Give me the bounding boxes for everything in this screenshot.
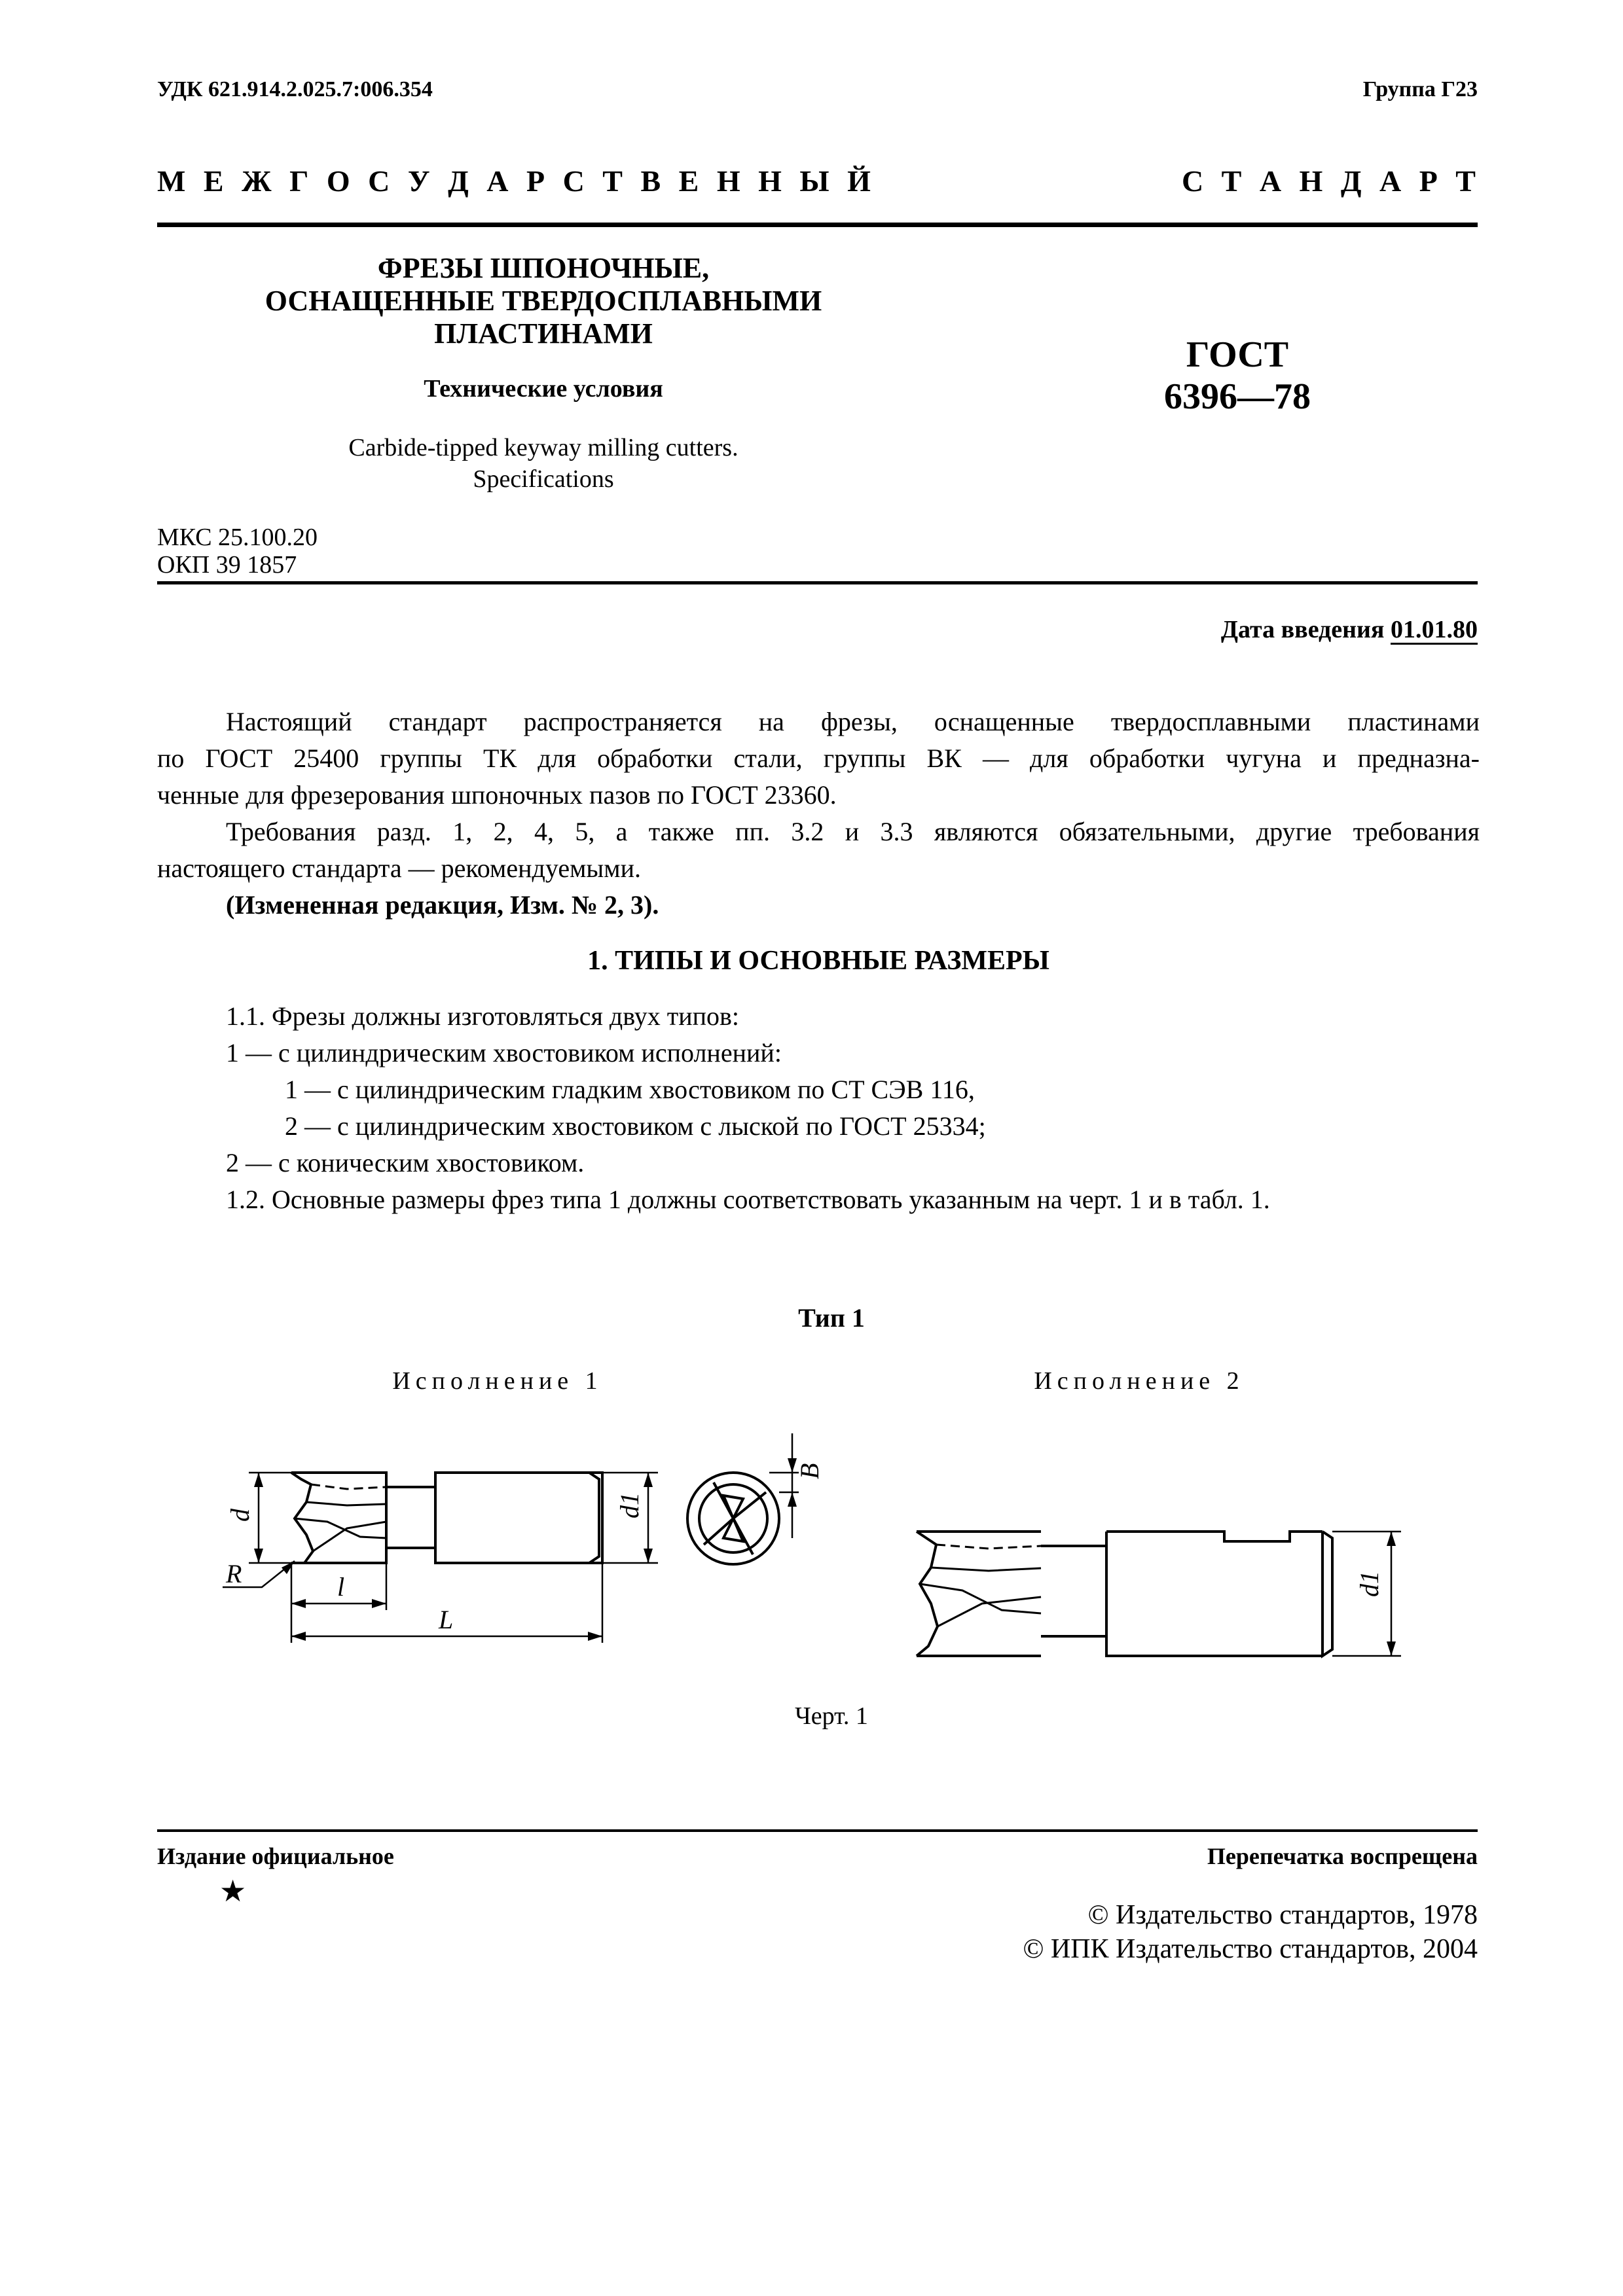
item-1-2: 1.2. Основные размеры фрез типа 1 должны соответствовать указанным на черт. 1 и в табл. 1.: [226, 1185, 1270, 1214]
section-heading: 1. ТИПЫ И ОСНОВНЫЕ РАЗМЕРЫ: [587, 946, 1049, 976]
exec2-shank-chamfer: [1322, 1532, 1332, 1656]
okp-code: ОКП 39 1857: [157, 551, 297, 579]
english-title-line-1: Carbide-tipped keyway milling cutters.: [348, 434, 739, 461]
flute-line-4: [295, 1518, 386, 1538]
reprint-prohibited: Перепечатка воспрещена: [1207, 1843, 1478, 1869]
title-block: [223, 252, 864, 350]
dim-L-label: L: [439, 1605, 454, 1634]
requirements-line-1: Требования разд. 1, 2, 4, 5, а также пп. 3.2 и 3.3 являются обязательными, другие требования: [226, 817, 1480, 846]
gost-number: 6396—78: [1164, 376, 1311, 417]
group-code: Группа Г23: [1362, 77, 1478, 101]
cutter-head-outline: [291, 1473, 386, 1563]
intro-line-2: по ГОСТ 25400 группы ТК для обработки стали, группы ВК — для обработки чугуна и предназна-: [157, 744, 1480, 773]
mks-code: МКС 25.100.20: [157, 524, 318, 551]
dim-B-label: B: [795, 1463, 824, 1479]
execution-2-label: Исполнение 2: [1034, 1367, 1245, 1395]
exec2-dim-d1-label: d1: [1355, 1571, 1384, 1597]
end-view-teeth: [723, 1496, 743, 1541]
gost-block: [1113, 334, 1362, 418]
exec2-tip: [917, 1532, 938, 1656]
star-icon: ★: [219, 1873, 247, 1909]
standard-label: С Т А Н Д А Р Т: [1181, 164, 1478, 198]
item-execution-1: 1 — с цилиндрическим гладким хвостовиком по СТ СЭВ 116,: [285, 1075, 975, 1104]
figure-caption: Черт. 1: [795, 1702, 868, 1730]
exec2-flute-1: [936, 1545, 1041, 1549]
dim-l-label: l: [337, 1572, 345, 1602]
date-label: Дата введения: [1220, 616, 1385, 643]
copyright-2004: © ИПК Издательство стандартов, 2004: [1023, 1934, 1478, 1964]
official-edition: Издание официальное: [157, 1843, 394, 1869]
item-type-2: 2 — с коническим хвостовиком.: [226, 1148, 585, 1177]
intro-line-1: Настоящий стандарт распространяется на фрезы, оснащенные твердосплавными пластинами: [226, 707, 1480, 736]
date-value: 01.01.80: [1391, 616, 1478, 643]
cutter-neck: [386, 1487, 435, 1548]
item-type-1: 1 — с цилиндрическим хвостовиком исполнений:: [226, 1038, 782, 1067]
requirements-line-2: настоящего стандарта — рекомендуемыми.: [157, 853, 642, 883]
cutter-shank: [435, 1473, 602, 1563]
flute-line-3: [313, 1522, 386, 1551]
exec2-flute-2: [931, 1568, 1041, 1571]
cutter-drawing-execution-2: [871, 1505, 1460, 1702]
english-title-line-2: Specifications: [473, 465, 614, 493]
subtitle: Технические условия: [424, 375, 663, 403]
exec2-neck: [1041, 1546, 1106, 1636]
cutter-tip: [291, 1473, 313, 1563]
dim-R-label: R: [226, 1559, 242, 1588]
copyright-1978: © Издательство стандартов, 1978: [1087, 1900, 1478, 1930]
shank-chamfer: [589, 1473, 599, 1563]
flute-line-2: [306, 1502, 386, 1505]
intro-line-3: ченные для фрезерования шпоночных пазов по ГОСТ 23360.: [157, 780, 837, 810]
gost-label: ГОСТ: [1186, 334, 1289, 375]
introduction-date: [1221, 615, 1478, 644]
amended-note: (Измененная редакция, Изм. № 2, 3).: [226, 890, 659, 920]
title-line-3: ПЛАСТИНАМИ: [434, 317, 653, 350]
classification-codes: [157, 524, 318, 579]
cutter-end-view: [668, 1414, 851, 1584]
dim-d-label: d: [225, 1509, 255, 1522]
footer-rule: [157, 1829, 1478, 1832]
flute-line-1: [311, 1484, 386, 1489]
execution-1-label: Исполнение 1: [392, 1367, 603, 1395]
udk-code: УДК 621.914.2.025.7:006.354: [157, 77, 433, 101]
exec2-shank: [1106, 1532, 1322, 1656]
title-rule: [157, 581, 1478, 584]
header-rule: [157, 223, 1478, 227]
dim-d1-label: d1: [615, 1492, 644, 1518]
title-line-2: ОСНАЩЕННЫЕ ТВЕРДОСПЛАВНЫМИ: [264, 285, 822, 317]
interstate-label: М Е Ж Г О С У Д А Р С Т В Е Н Н Ы Й: [157, 164, 873, 198]
english-title: [223, 432, 864, 495]
title-line-1: ФРЕЗЫ ШПОНОЧНЫЕ,: [377, 252, 710, 284]
item-1-1: 1.1. Фрезы должны изготовляться двух типов:: [226, 1001, 740, 1031]
item-execution-2: 2 — с цилиндрическим хвостовиком с лыской по ГОСТ 25334;: [285, 1111, 986, 1141]
figure-type-label: Тип 1: [798, 1303, 865, 1333]
copyright-block: [1023, 1898, 1478, 1966]
